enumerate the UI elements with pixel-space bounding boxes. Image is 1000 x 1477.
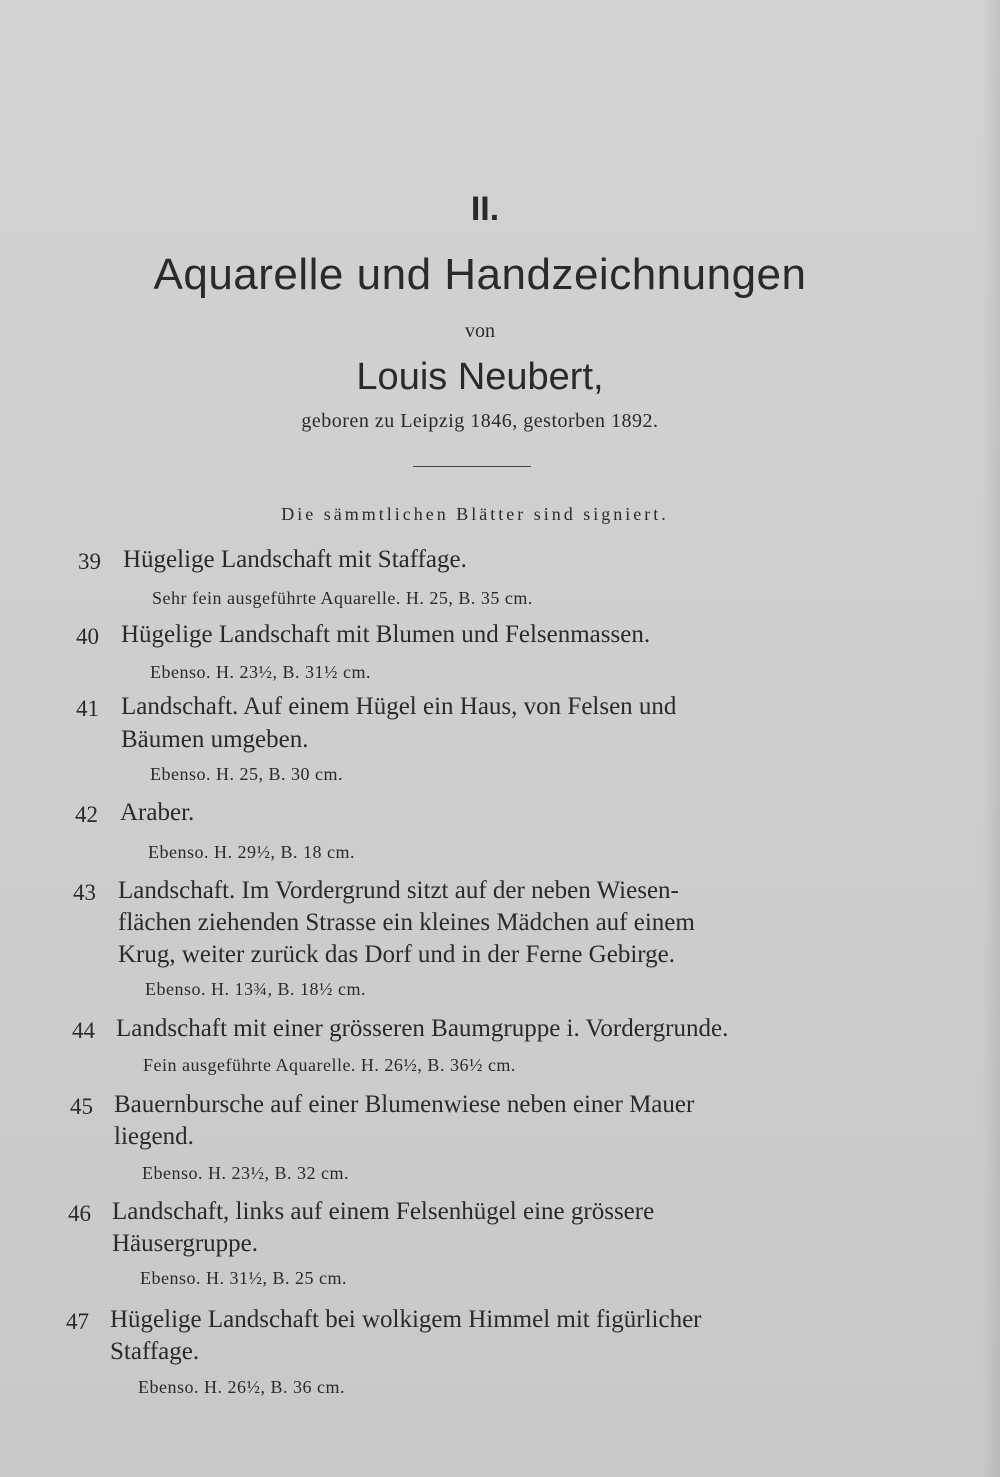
divider-rule: [413, 466, 531, 467]
section-number: II.: [470, 190, 500, 228]
entry-title-line: flächen ziehenden Strasse ein kleines Mädchen auf einem: [118, 909, 695, 936]
by-word: von: [465, 320, 495, 342]
entry-number: 39: [78, 549, 101, 574]
entry-details: Ebenso. H. 31½, B. 25 cm.: [140, 1268, 347, 1288]
entry-details: Ebenso. H. 13¾, B. 18½ cm.: [145, 979, 366, 999]
entry-title-line: Landschaft, links auf einem Felsenhügel eine grössere: [112, 1198, 655, 1225]
entry-title-line: Landschaft. Im Vordergrund sitzt auf der neben Wiesen-: [118, 877, 679, 904]
entry-details: Ebenso. H. 25, B. 30 cm.: [150, 764, 343, 784]
entry-title-line: Krug, weiter zurück das Dorf und in der Ferne Gebirge.: [118, 941, 675, 968]
entry-number: 45: [70, 1094, 93, 1119]
entry-details: Ebenso. H. 23½, B. 31½ cm.: [150, 662, 371, 682]
entry-number: 40: [76, 624, 99, 649]
entry-number: 43: [73, 880, 96, 905]
entry-number: 41: [76, 696, 99, 721]
entry-details: Ebenso. H. 23½, B. 32 cm.: [142, 1163, 349, 1183]
entry-title-line: Landschaft. Auf einem Hügel ein Haus, von Felsen und: [121, 693, 677, 720]
entry-title-line: Araber.: [120, 799, 195, 826]
entry-title-line: Bauernbursche auf einer Blumenwiese neben einer Mauer: [114, 1091, 695, 1118]
entry-number: 44: [72, 1018, 95, 1043]
entry-title-line: Hügelige Landschaft mit Staffage.: [123, 546, 467, 573]
entry-title-line: Hügelige Landschaft bei wolkigem Himmel mit figürlicher: [110, 1306, 702, 1333]
entry-title-line: Staffage.: [110, 1338, 200, 1365]
entry-details: Ebenso. H. 29½, B. 18 cm.: [148, 842, 355, 862]
page-edge-shadow: [982, 0, 1000, 1477]
entry-number: 47: [66, 1309, 89, 1334]
section-title: Aquarelle und Handzeichnungen: [153, 250, 807, 299]
artist-name: Louis Neubert,: [356, 356, 604, 398]
entry-number: 42: [75, 802, 98, 827]
artist-lifespan: geboren zu Leipzig 1846, gestorben 1892.: [301, 410, 659, 432]
entry-details: Ebenso. H. 26½, B. 36 cm.: [138, 1377, 345, 1397]
signature-note: Die sämmtlichen Blätter sind signiert.: [281, 504, 669, 524]
entry-details: Sehr fein ausgeführte Aquarelle. H. 25, B. 35 cm.: [152, 588, 533, 608]
entry-title-line: Landschaft mit einer grösseren Baumgruppe i. Vordergrunde.: [116, 1015, 729, 1042]
entry-title-line: Häusergruppe.: [112, 1230, 259, 1257]
entry-details: Fein ausgeführte Aquarelle. H. 26½, B. 36½ cm.: [143, 1055, 516, 1075]
entry-number: 46: [68, 1201, 91, 1226]
entry-title-line: Bäumen umgeben.: [121, 726, 309, 753]
entry-title-line: Hügelige Landschaft mit Blumen und Felsenmassen.: [121, 621, 651, 648]
entry-title-line: liegend.: [114, 1123, 194, 1150]
